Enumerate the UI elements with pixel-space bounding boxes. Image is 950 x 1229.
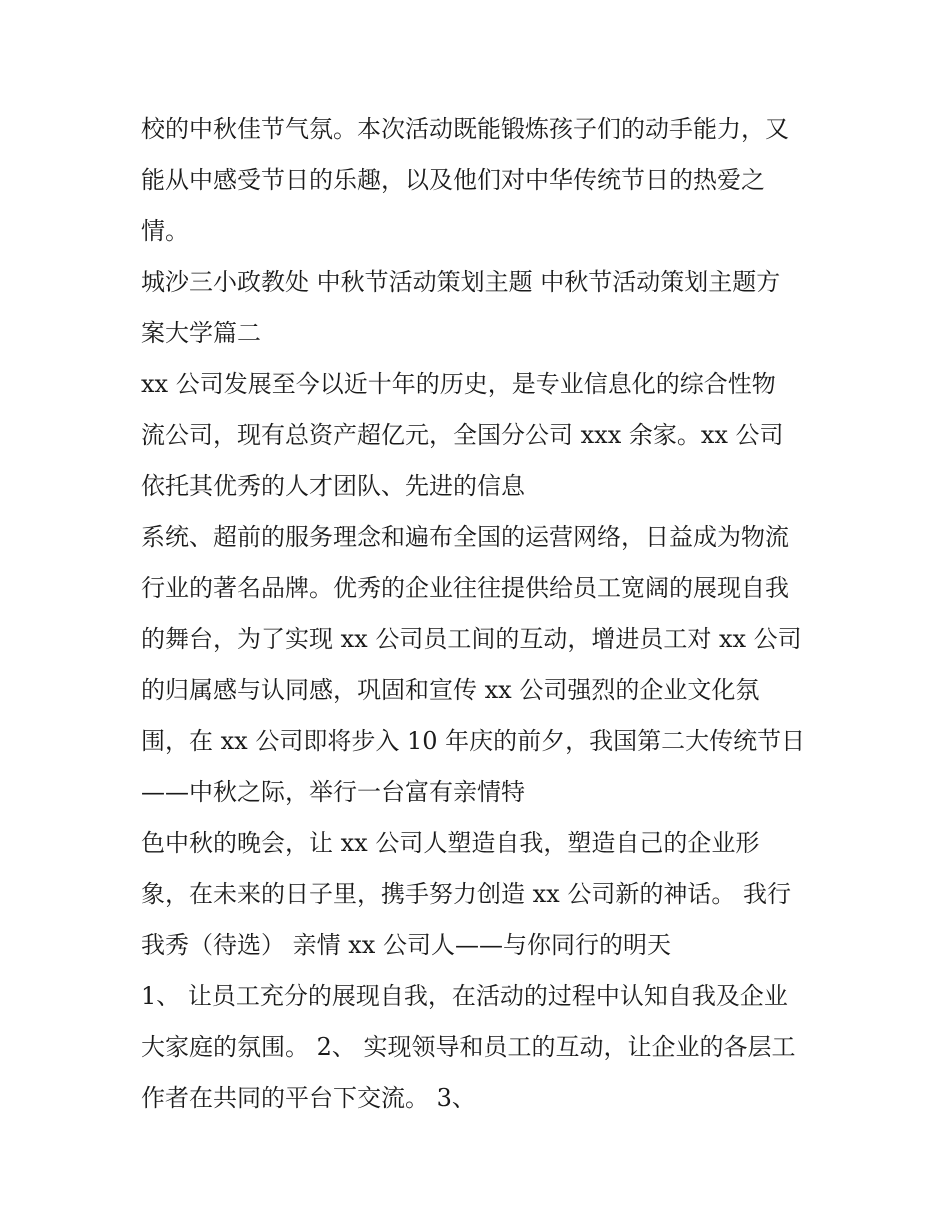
section-heading: 案大学篇二 [141,319,261,347]
text-line: ——中秋之际，举行一台富有亲情特 [141,778,525,806]
text-line: 能从中感受节日的乐趣，以及他们对中华传统节日的热爱之 [141,166,765,194]
text-line: 行业的著名品牌。优秀的企业往往提供给员工宽阔的展现自我 [141,574,789,602]
text-line: 的舞台，为了实现 xx 公司员工间的互动，增进员工对 xx 公司 [141,625,802,653]
text-line: 的归属感与认同感，巩固和宣传 xx 公司强烈的企业文化氛 [141,676,760,704]
text-line: 依托其优秀的人才团队、先进的信息 [141,472,525,500]
text-line: 流公司，现有总资产超亿元，全国分公司 xxx 余家。xx 公司 [141,421,784,449]
text-line: 象，在未来的日子里，携手努力创造 xx 公司新的神话。 我行 [141,880,791,908]
text-line: 情。 [141,217,189,245]
list-item: 1、 让员工充分的展现自我，在活动的过程中认知自我及企业 [141,982,788,1010]
text-line: 系统、超前的服务理念和遍布全国的运营网络，日益成为物流 [141,523,789,551]
text-line: 校的中秋佳节气氛。本次活动既能锻炼孩子们的动手能力，又 [141,115,789,143]
text-line: 围，在 xx 公司即将步入 10 年庆的前夕，我国第二大传统节日 [141,727,806,755]
text-line: 我秀（待选） 亲情 xx 公司人——与你同行的明天 [141,931,671,959]
list-item: 大家庭的氛围。 2、 实现领导和员工的互动，让企业的各层工 [141,1033,796,1061]
text-line: xx 公司发展至今以近十年的历史，是专业信息化的综合性物 [141,370,776,398]
section-heading: 城沙三小政教处 中秋节活动策划主题 中秋节活动策划主题方 [141,268,781,296]
list-item: 作者在共同的平台下交流。 3、 [141,1084,476,1112]
text-line: 色中秋的晚会，让 xx 公司人塑造自我，塑造自己的企业形 [141,829,760,857]
